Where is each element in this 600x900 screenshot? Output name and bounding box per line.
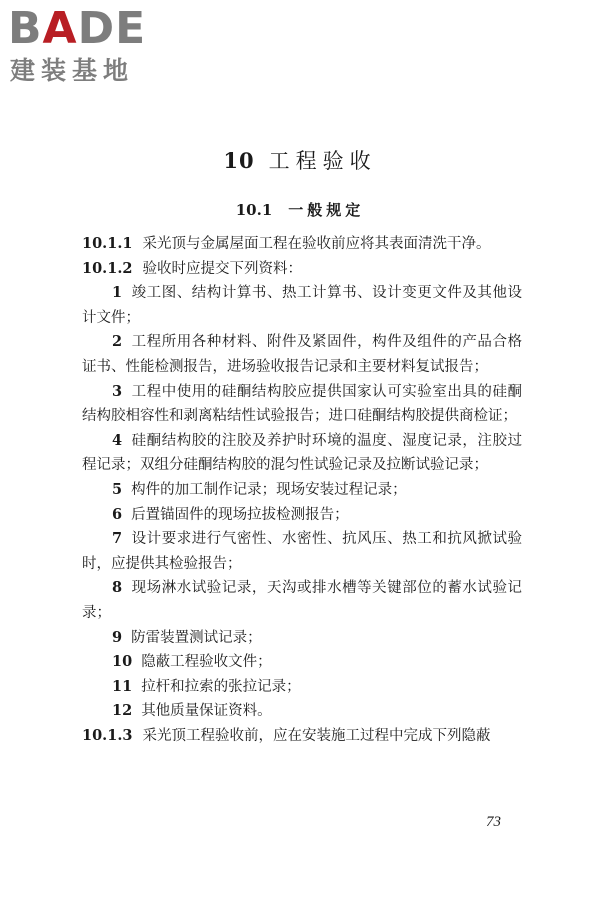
item-number: 6 (112, 505, 123, 523)
item-number: 5 (112, 480, 123, 498)
logo-letter-a: A (42, 3, 78, 54)
item-text: 竣工图、结构计算书、热工计算书、设计变更文件及其他设计文件； (82, 285, 522, 326)
list-item (82, 699, 522, 724)
list-item (82, 650, 522, 675)
item-number: 2 (112, 333, 123, 351)
item-number: 1 (112, 284, 123, 302)
chapter-title (0, 146, 600, 176)
item-number: 10 (112, 653, 133, 671)
item-text: 防雷装置测试记录； (131, 629, 262, 646)
list-item (82, 576, 522, 625)
item-text: 后置锚固件的现场拉拔检测报告； (131, 506, 349, 523)
clause-text: 采光顶与金属屋面工程在验收前应将其表面清洗干净。 (142, 236, 491, 252)
list-item (82, 330, 522, 379)
item-number: 11 (112, 677, 133, 695)
section-title-text: 一般规定 (288, 201, 365, 219)
clause-10-1-3 (82, 724, 522, 749)
item-text: 工程中使用的硅酮结构胶应提供国家认可实验室出具的硅酮结构胶相容性和剥离粘结性试验报告；进口硅酮结构胶提供商检证； (82, 383, 522, 425)
logo-subtitle: 建装基地 (10, 56, 135, 85)
page-number: 73 (486, 814, 501, 830)
item-number: 12 (112, 702, 133, 720)
logo-letters-de: DE (77, 3, 147, 54)
list-item (82, 503, 522, 528)
item-number: 4 (112, 431, 123, 449)
list-item (82, 527, 522, 576)
chapter-number: 10 (223, 148, 255, 173)
item-text: 现场淋水试验记录，天沟或排水槽等关键部位的蓄水试验记录； (82, 580, 522, 621)
list-item (82, 380, 522, 429)
clause-number: 10.1.2 (82, 259, 133, 277)
item-number: 8 (112, 579, 123, 597)
item-text: 隐蔽工程验收文件； (141, 654, 272, 671)
item-text: 工程所用各种材料、附件及紧固件，构件及组件的产品合格证书、性能检测报告，进场验收报告记录和主要材料复试报告； (82, 334, 522, 375)
clause-number: 10.1.1 (82, 235, 133, 252)
logo-wordmark (8, 4, 146, 54)
clause-10-1-2 (82, 257, 522, 282)
section-title (0, 198, 600, 222)
clause-text: 验收时应提交下列资料： (142, 260, 302, 277)
list-item (82, 429, 522, 478)
list-item (82, 478, 522, 503)
list-item (82, 675, 522, 700)
item-number: 7 (112, 530, 123, 548)
item-number: 9 (112, 628, 123, 646)
section-number: 10.1 (235, 201, 273, 219)
item-text: 设计要求进行气密性、水密性、抗风压、热工和抗风掀试验时，应提供其检验报告； (82, 531, 522, 572)
logo-letter-b: B (8, 3, 43, 54)
bade-logo (8, 4, 176, 88)
item-text: 构件的加工制作记录；现场安装过程记录； (131, 481, 407, 498)
list-item (82, 281, 522, 330)
item-text: 拉杆和拉索的张拉记录； (141, 678, 301, 695)
clause-10-1-1 (82, 232, 522, 257)
clause-number: 10.1.3 (82, 726, 133, 744)
clause-content (82, 232, 522, 748)
item-text: 硅酮结构胶的注胶及养护时环境的温度、湿度记录，注胶过程记录；双组分硅酮结构胶的混匀性试验记录及拉断试验记录； (82, 432, 522, 474)
item-number: 3 (112, 382, 123, 400)
clause-text: 采光顶工程验收前，应在安装施工过程中完成下列隐蔽 (142, 727, 491, 744)
list-item (82, 626, 522, 651)
item-text: 其他质量保证资料。 (141, 703, 272, 720)
chapter-title-text: 工程验收 (268, 149, 377, 173)
